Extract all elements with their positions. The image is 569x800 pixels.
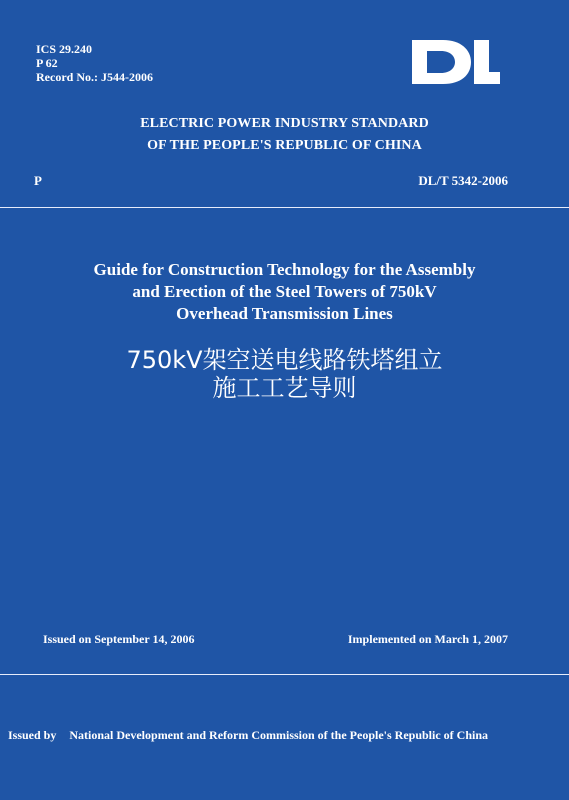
english-title-line-1: Guide for Construction Technology for the Assembly bbox=[93, 260, 476, 279]
p-code: P 62 bbox=[36, 56, 58, 70]
standard-title-line-2: OF THE PEOPLE'S REPUBLIC OF CHINA bbox=[147, 138, 422, 153]
english-title-line-2: and Erection of the Steel Towers of 750kV bbox=[132, 282, 437, 301]
standard-title bbox=[0, 113, 569, 157]
ics-code: ICS 29.240 bbox=[36, 42, 93, 56]
top-divider bbox=[0, 207, 569, 208]
record-number: Record No.: J544-2006 bbox=[36, 70, 153, 84]
implemented-date: Implemented on March 1, 2007 bbox=[347, 632, 508, 646]
chinese-title-line-1: 750kV架空送电线路铁塔组立 bbox=[126, 346, 443, 374]
issuer-label: Issued by bbox=[8, 728, 57, 742]
standard-number: DL/T 5342-2006 bbox=[418, 173, 508, 188]
classification-letter: P bbox=[34, 173, 42, 188]
bottom-divider bbox=[0, 674, 569, 675]
issuer-name: National Development and Reform Commission of the People's Republic of China bbox=[69, 728, 489, 742]
classification-row bbox=[34, 173, 508, 191]
english-title bbox=[0, 259, 569, 325]
issued-date: Issued on September 14, 2006 bbox=[43, 632, 195, 646]
standard-metadata bbox=[36, 42, 153, 84]
english-title-line-3: Overhead Transmission Lines bbox=[176, 304, 393, 323]
issuer-line bbox=[8, 727, 563, 743]
standard-title-line-1: ELECTRIC POWER INDUSTRY STANDARD bbox=[140, 116, 429, 131]
chinese-title-line-2: 施工工艺导则 bbox=[212, 374, 357, 402]
dl-logo bbox=[408, 38, 502, 86]
chinese-title bbox=[0, 346, 569, 402]
